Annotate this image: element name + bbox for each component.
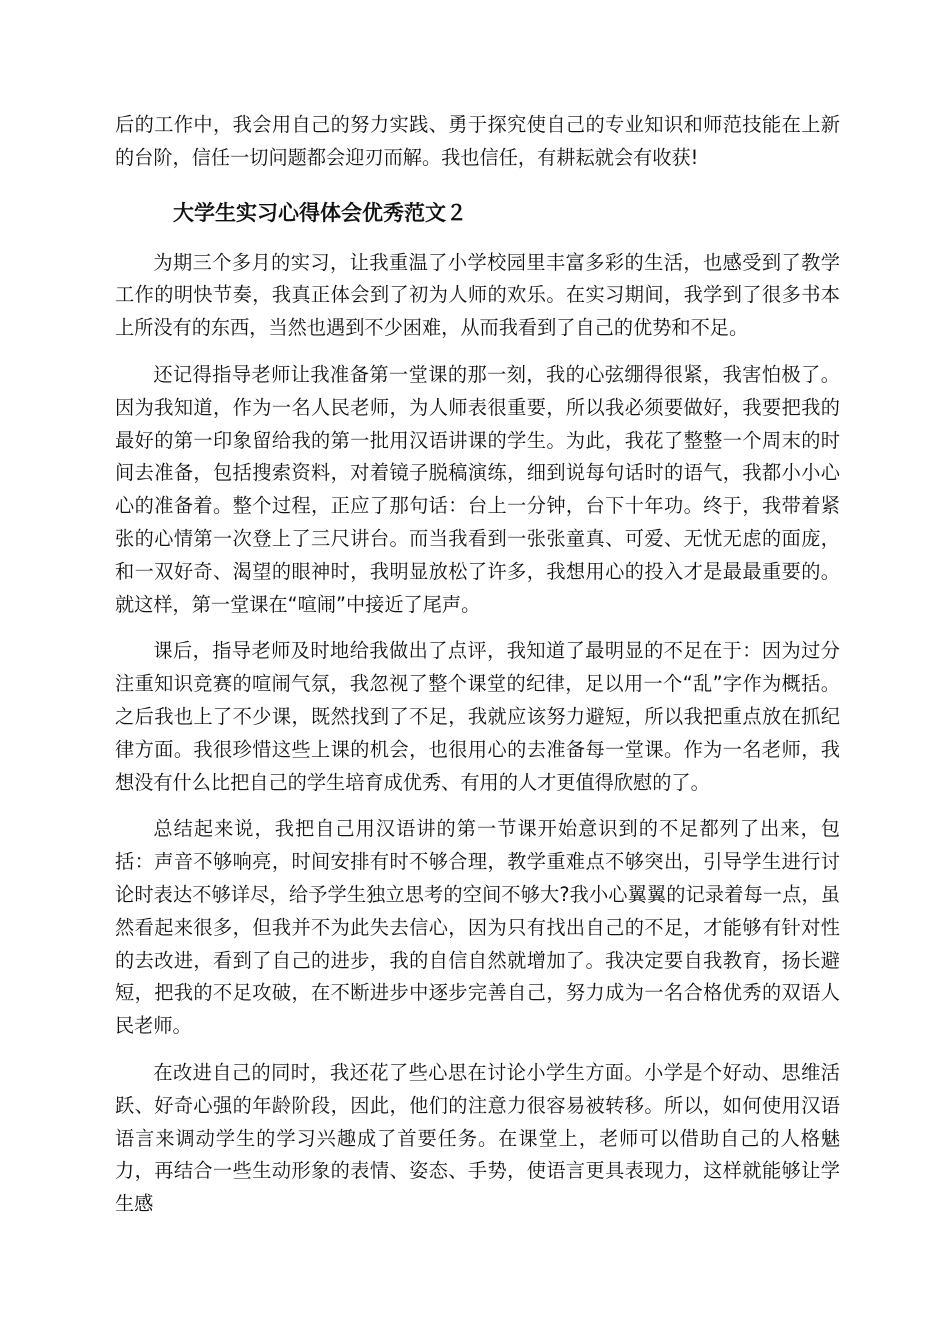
body-paragraph-3: 课后，指导老师及时地给我做出了点评，我知道了最明显的不足在于：因为过分注重知识竞赛的喧闹气氛，我忽视了整个课堂的纪律，足以用一个“乱”字作为概括。之后我也上了不少课，既然找到了不足，我就应该努力避短，所以我把重点放在抓纪律方面。我很珍惜这些上课的机会，也很用心的去准备每一堂课。作为一名老师，我想没有什么比把自己的学生培育成优秀、有用的人才更值得欣慰的了。 [115,639,840,794]
intro-paragraph: 后的工作中，我会用自己的努力实践、勇于探究使自己的专业知识和师范技能在上新的台阶，信任一切问题都会迎刃而解。我也信任，有耕耘就会有收获! [115,113,840,169]
document-page [115,109,840,1235]
section-heading: 大学生实习心得体会优秀范文２ [173,200,467,225]
body-paragraph-5: 在改进自己的同时，我还花了些心思在讨论小学生方面。小学是个好动、思维活跃、好奇心强的年龄阶段，因此，他们的注意力很容易被转移。所以，如何使用汉语语言来调动学生的学习兴趣成了首要任务。在课堂上，老师可以借助自己的人格魅力，再结合一些生动形象的表情、姿态、手势，使语言更具表现力，这样就能够让学生感 [115,1060,840,1216]
body-paragraph-4: 总结起来说，我把自己用汉语讲的第一节课开始意识到的不足都列了出来，包括：声音不够响亮，时间安排有时不够合理，教学重难点不够突出，引导学生进行讨论时表达不够详尽，给予学生独立思考的空间不够大?我小心翼翼的记录着每一点，虽然看起来很多，但我并不为此失去信心，因为只有找出自己的不足，才能够有针对性的去改进，看到了自己的进步，我的自信自然就增加了。我决定要自我教育，扬长避短，把我的不足攻破，在不断进步中逐步完善自己，努力成为一名合格优秀的双语人民老师。 [115,817,840,1038]
body-paragraph-1: 为期三个多月的实习，让我重温了小学校园里丰富多彩的生活，也感受到了教学工作的明快节奏，我真正体会到了初为人师的欢乐。在实习期间，我学到了很多书本上所没有的东西，当然也遇到不少困难，从而我看到了自己的优势和不足。 [115,250,840,340]
body-paragraph-2: 还记得指导老师让我准备第一堂课的那一刻，我的心弦绷得很紧，我害怕极了。因为我知道，作为一名人民老师，为人师表很重要，所以我必须要做好，我要把我的最好的第一印象留给我的第一批用汉语讲课的学生。为此，我花了整整一个周末的时间去准备，包括搜索资料，对着镜子脱稿演练，细到说每句话时的语气，我都小小心心的准备着。整个过程，正应了那句话：台上一分钟，台下十年功。终于，我带着紧张的心情第一次登上了三尺讲台。而当我看到一张张童真、可爱、无忧无虑的面庞，和一双好奇、渴望的眼神时，我明显放松了许多，我想用心的投入才是最最重要的。就这样，第一堂课在“喧闹”中接近了尾声。 [115,362,840,616]
